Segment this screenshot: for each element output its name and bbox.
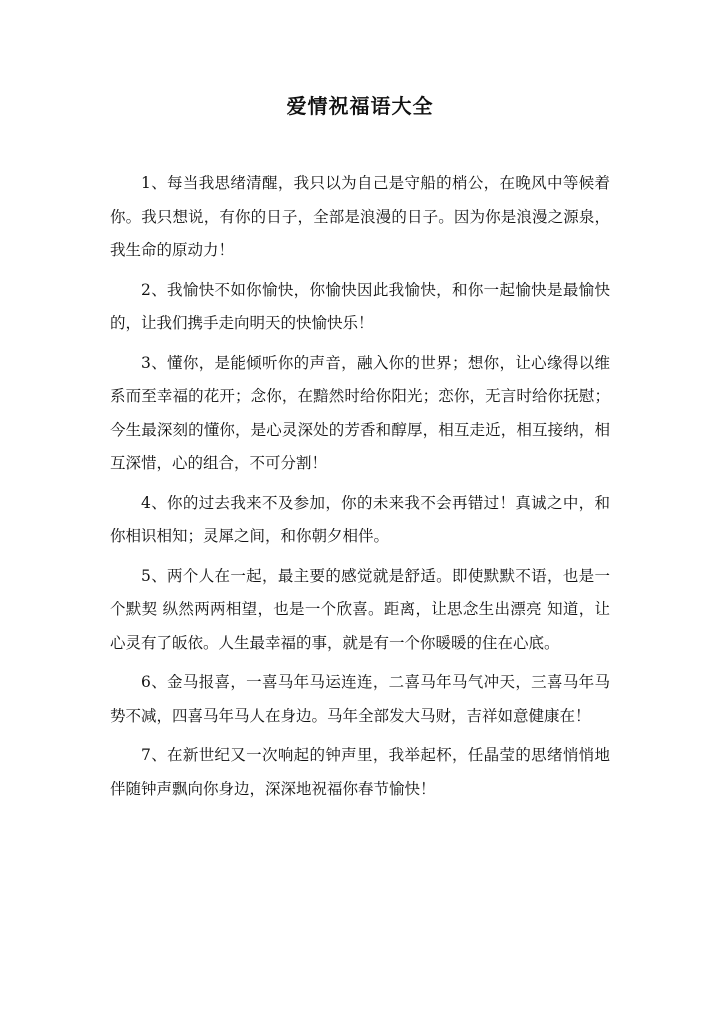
- paragraph-3: 3、懂你，是能倾听你的声音，融入你的世界；想你，让心缘得以维系而至幸福的花开；念你，在黯然时给你阳光；恋你，无言时给你抚慰；今生最深刻的懂你，是心灵深处的芳香和醇厚，相互走近，相互接纳，相互深惜，心的组合，不可分割！: [110, 353, 610, 472]
- document-title: 爱情祝福语大全: [286, 94, 434, 118]
- paragraph-2: 2、我愉快不如你愉快，你愉快因此我愉快，和你一起愉快是最愉快的，让我们携手走向明天的快愉快乐！: [110, 280, 610, 332]
- paragraph-1: 1、每当我思绪清醒，我只以为自己是守船的梢公，在晚风中等候着你。我只想说，有你的日子，全部是浪漫的日子。因为你是浪漫之源泉，我生命的原动力！: [110, 174, 610, 259]
- paragraph-4: 4、你的过去我来不及参加，你的未来我不会再错过！真诚之中，和你相识相知；灵犀之间，和你朝夕相伴。: [110, 493, 610, 545]
- paragraph-7: 7、在新世纪又一次响起的钟声里，我举起杯，任晶莹的思绪悄悄地伴随钟声飘向你身边，深深地祝福你春节愉快！: [110, 746, 610, 798]
- paragraph-5: 5、两个人在一起，最主要的感觉就是舒适。即使默默不语，也是一个默契 纵然两两相望，也是一个欣喜。距离，让思念生出漂亮 知道，让心灵有了皈依。人生最幸福的事，就是有一个你暖暖的住在心底。: [110, 566, 610, 652]
- paragraph-6: 6、金马报喜，一喜马年马运连连，二喜马年马气冲天，三喜马年马势不减，四喜马年马人在身边。马年全部发大马财，吉祥如意健康在！: [110, 673, 610, 725]
